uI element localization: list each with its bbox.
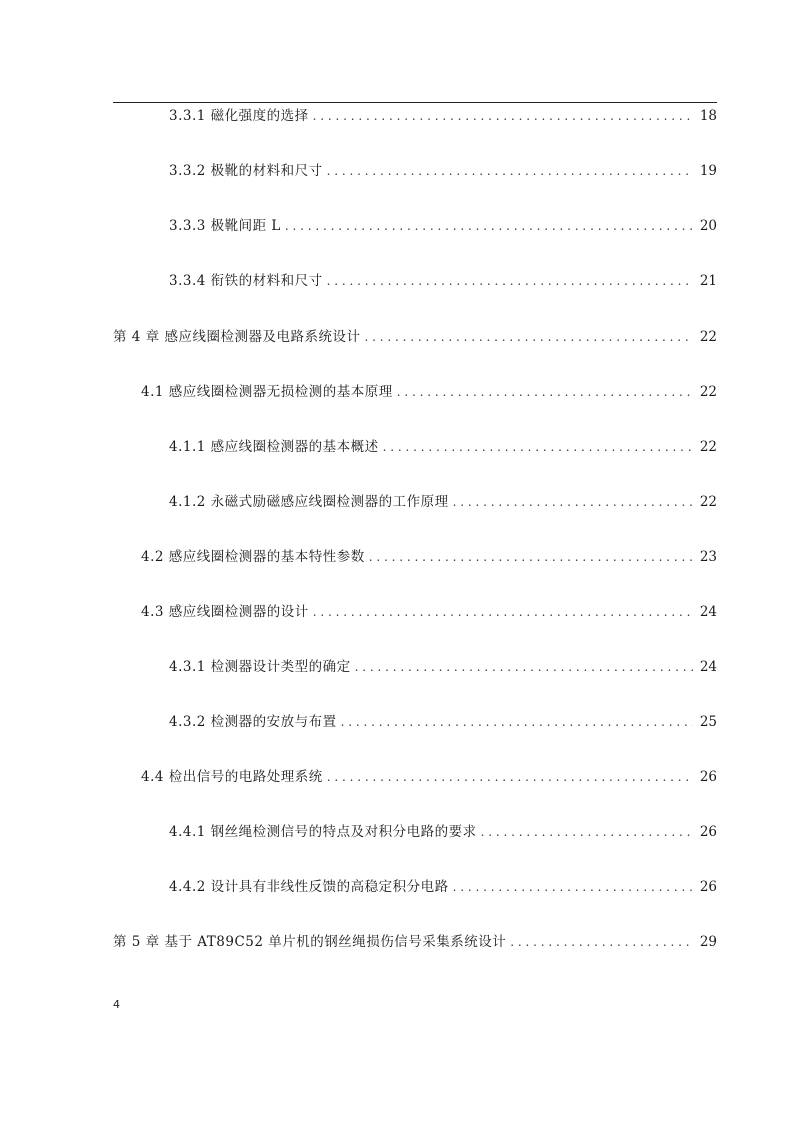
toc-dot-leader <box>327 160 693 182</box>
toc-entry-title: 4.4.2 设计具有非线性反馈的高稳定积分电路 <box>169 879 449 895</box>
toc-dot-leader <box>327 766 693 788</box>
toc-dot-leader <box>341 711 693 733</box>
toc-entry-title: 4.2 感应线圈检测器的基本特性参数 <box>141 549 365 565</box>
toc-entry-page: 23 <box>699 549 717 565</box>
toc-dot-leader <box>453 491 693 513</box>
page-number: 4 <box>113 998 120 1011</box>
toc-entry-page: 25 <box>699 714 717 730</box>
toc-entry-title: 3.3.1 磁化强度的选择 <box>169 108 309 124</box>
toc-entry-4-3-1[interactable] <box>169 656 717 678</box>
toc-entry-page: 21 <box>699 273 717 289</box>
toc-dot-leader <box>481 821 693 843</box>
toc-entry-4-4-2[interactable] <box>169 876 717 898</box>
toc-entry-4-3-2[interactable] <box>169 711 717 733</box>
toc-entry-4-4[interactable] <box>141 766 717 788</box>
toc-entry-title: 3.3.2 极靴的材料和尺寸 <box>169 163 323 179</box>
toc-dot-leader <box>313 601 693 623</box>
toc-entry-4-2[interactable] <box>141 546 717 568</box>
toc-entry-title: 4.4 检出信号的电路处理系统 <box>141 769 323 785</box>
toc-entry-4-3[interactable] <box>141 601 717 623</box>
toc-entry-4-4-1[interactable] <box>169 821 717 843</box>
toc-entry-title: 第 5 章 基于 AT89C52 单片机的钢丝绳损伤信号采集系统设计 <box>113 934 507 950</box>
toc-dot-leader <box>327 270 693 292</box>
toc-entry-3-3-4[interactable] <box>169 270 717 292</box>
toc-dot-leader <box>364 326 693 348</box>
toc-dot-leader <box>369 546 693 568</box>
toc-dot-leader <box>397 381 693 403</box>
toc-dot-leader <box>313 105 693 127</box>
toc-entry-page: 18 <box>699 108 717 124</box>
toc-entry-4-1-1[interactable] <box>169 436 717 458</box>
toc-entry-title: 4.3 感应线圈检测器的设计 <box>141 604 309 620</box>
toc-entry-chapter-5[interactable] <box>113 931 717 953</box>
toc-entry-4-1-2[interactable] <box>169 491 717 513</box>
toc-entry-title: 4.4.1 钢丝绳检测信号的特点及对积分电路的要求 <box>169 824 477 840</box>
toc-dot-leader <box>355 656 693 678</box>
toc-entry-4-1[interactable] <box>141 381 717 403</box>
toc-dot-leader <box>383 436 693 458</box>
toc-entry-3-3-3[interactable] <box>169 215 717 237</box>
toc-entry-chapter-4[interactable] <box>113 326 717 348</box>
toc-entry-page: 29 <box>699 934 717 950</box>
toc-dot-leader <box>453 876 693 898</box>
toc-entry-3-3-2[interactable] <box>169 160 717 182</box>
toc-entry-title: 4.3.2 检测器的安放与布置 <box>169 714 337 730</box>
toc-entry-page: 26 <box>699 769 717 785</box>
toc-entry-title: 3.3.4 衔铁的材料和尺寸 <box>169 273 323 289</box>
toc-entry-page: 19 <box>699 163 717 179</box>
toc-entry-page: 22 <box>699 384 717 400</box>
toc-entry-page: 26 <box>699 824 717 840</box>
toc-entry-page: 20 <box>699 218 717 234</box>
toc-entry-title: 3.3.3 极靴间距 L <box>169 218 281 234</box>
toc-entry-page: 26 <box>699 879 717 895</box>
toc-entry-title: 4.3.1 检测器设计类型的确定 <box>169 659 351 675</box>
toc-entry-3-3-1[interactable] <box>169 105 717 127</box>
toc-entry-title: 4.1.2 永磁式励磁感应线圈检测器的工作原理 <box>169 494 449 510</box>
toc-dot-leader <box>285 215 693 237</box>
toc-entry-page: 24 <box>699 604 717 620</box>
toc-dot-leader <box>510 931 693 953</box>
toc-entry-page: 22 <box>699 439 717 455</box>
toc-entry-page: 24 <box>699 659 717 675</box>
toc-entry-page: 22 <box>699 329 717 345</box>
toc-entry-page: 22 <box>699 494 717 510</box>
toc-entry-title: 4.1 感应线圈检测器无损检测的基本原理 <box>141 384 393 400</box>
toc-entry-title: 第 4 章 感应线圈检测器及电路系统设计 <box>113 329 361 345</box>
toc-entry-title: 4.1.1 感应线圈检测器的基本概述 <box>169 439 379 455</box>
